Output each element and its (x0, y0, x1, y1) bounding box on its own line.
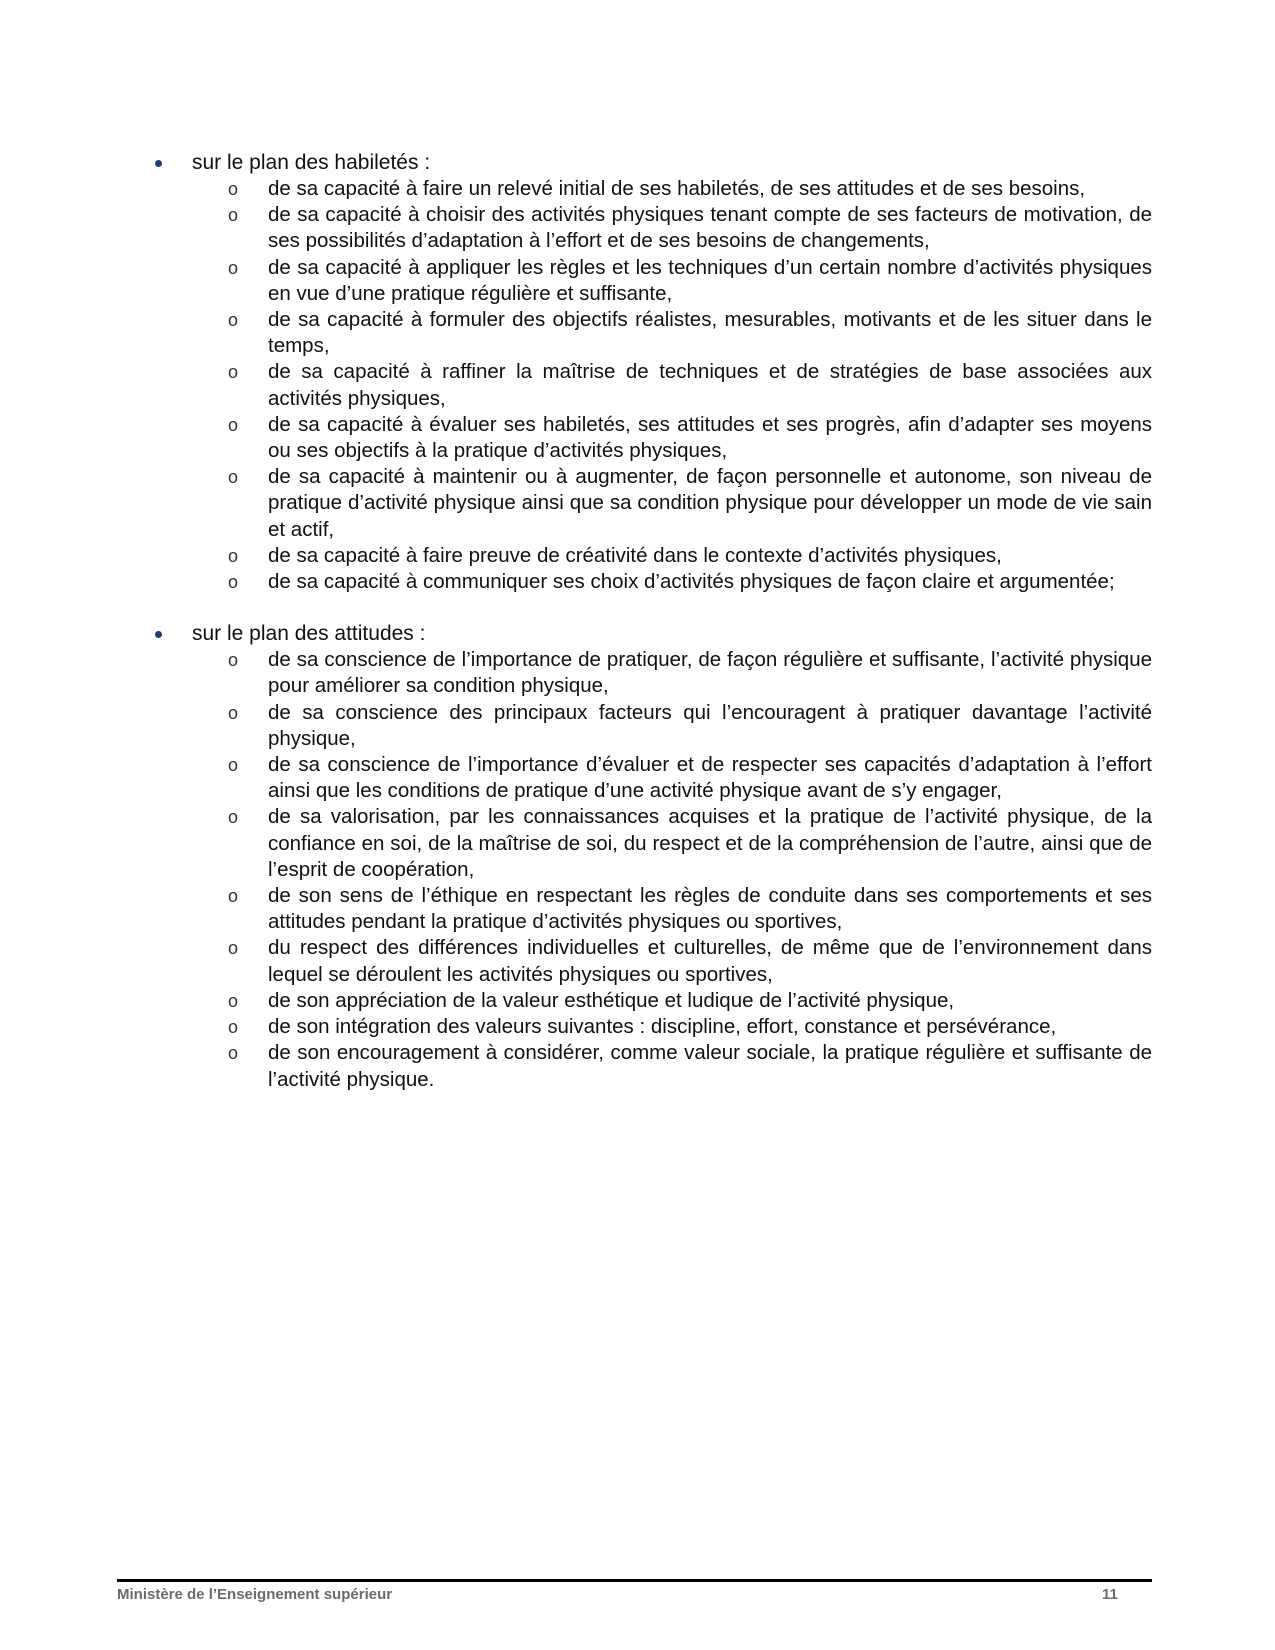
list-item (228, 307, 1152, 359)
list-item-text: de sa capacité à choisir des activités physiques tenant compte de ses facteurs de motivation, de ses possibilités d’adaptation à l’effort et de ses besoins de changements, (268, 203, 1152, 253)
list-item (228, 1040, 1152, 1092)
sub-list (152, 647, 1152, 1092)
hollow-circle-bullet-icon: o (228, 205, 239, 226)
document-body (152, 150, 1152, 1119)
list-item (228, 988, 1152, 1014)
footer-divider (117, 1579, 1152, 1582)
list-item-text: de son appréciation de la valeur esthétique et ludique de l’activité physique, (268, 988, 955, 1012)
list-item-text: de sa capacité à évaluer ses habiletés, ses attitudes et ses progrès, afin d’adapter ses moyens ou ses objectifs à la pratique d’activités physiques, (268, 412, 1152, 463)
list-item (228, 935, 1152, 987)
list-item-text: du respect des différences individuelles et culturelles, de même que de l’environnement dans lequel se déroulent les activités physiques ou sportives, (268, 936, 1152, 986)
list-item-text: de sa capacité à maintenir ou à augmenter, de façon personnelle et autonome, son niveau de pratique d’activité physique ainsi que sa condition physique pour développer un mode de vie sain et actif, (268, 465, 1152, 541)
list-item-text: de sa valorisation, par les connaissances acquises et la pratique de l’activité physique, de la confiance en soi, de la maîtrise de soi, du respect et de la compréhension de l’autre, ainsi que de l’esprit de coopération, (268, 805, 1152, 881)
hollow-circle-bullet-icon: o (228, 1017, 239, 1038)
hollow-circle-bullet-icon: o (228, 414, 239, 435)
list-item (228, 255, 1152, 307)
list-item (228, 883, 1152, 935)
section-habiletes (152, 150, 1152, 595)
bullet-dot-icon (155, 160, 162, 167)
hollow-circle-bullet-icon: o (228, 886, 239, 907)
hollow-circle-bullet-icon: o (228, 1043, 239, 1064)
hollow-circle-bullet-icon: o (228, 545, 239, 566)
section-heading-text: sur le plan des habiletés : (192, 151, 431, 174)
list-item-text: de sa conscience des principaux facteurs qui l’encouragent à pratiquer davantage l’activité physique, (268, 700, 1152, 750)
hollow-circle-bullet-icon: o (228, 572, 239, 593)
hollow-circle-bullet-icon: o (228, 650, 239, 671)
section-heading (152, 621, 1152, 647)
list-item-text: de sa conscience de l’importance d’évaluer et de respecter ses capacités d’adaptation à l’effort ainsi que les conditions de pratique d’une activité physique avant de s’y engager, (268, 753, 1152, 803)
list-item-text: de son encouragement à considérer, comme valeur sociale, la pratique régulière et suffisante de l’activité physique. (268, 1041, 1152, 1091)
list-item (228, 804, 1152, 883)
list-item (228, 464, 1152, 543)
hollow-circle-bullet-icon: o (228, 807, 239, 828)
sub-list (152, 176, 1152, 595)
hollow-circle-bullet-icon: o (228, 702, 239, 723)
section-heading-text: sur le plan des attitudes : (192, 622, 426, 646)
hollow-circle-bullet-icon: o (228, 938, 239, 959)
list-item-text: de sa conscience de l’importance de pratiquer, de façon régulière et suffisante, l’activité physique pour améliorer sa condition physique, (268, 648, 1152, 698)
hollow-circle-bullet-icon: o (228, 310, 239, 331)
list-item (228, 202, 1152, 254)
hollow-circle-bullet-icon: o (228, 362, 239, 383)
list-item (228, 647, 1152, 699)
list-item (228, 1014, 1152, 1040)
list-item-text: de sa capacité à faire preuve de créativité dans le contexte d’activités physiques, (268, 543, 1002, 567)
hollow-circle-bullet-icon: o (228, 990, 239, 1011)
list-item (228, 543, 1152, 569)
footer-organization: Ministère de l’Enseignement supérieur (117, 1586, 393, 1603)
list-item (228, 412, 1152, 464)
list-item-text: de sa capacité à communiquer ses choix d’activités physiques de façon claire et argumentée; (268, 570, 1115, 594)
page-number: 11 (1102, 1586, 1118, 1603)
bullet-dot-icon (155, 631, 162, 638)
section-attitudes (152, 621, 1152, 1092)
list-item-text: de son intégration des valeurs suivantes : discipline, effort, constance et persévérance, (268, 1015, 1057, 1039)
list-item (228, 359, 1152, 411)
hollow-circle-bullet-icon: o (228, 467, 239, 488)
list-item (228, 700, 1152, 752)
hollow-circle-bullet-icon: o (228, 257, 239, 278)
list-item-text: de sa capacité à faire un relevé initial de ses habiletés, de ses attitudes et de ses besoins, (268, 177, 1086, 200)
list-item-text: de son sens de l’éthique en respectant les règles de conduite dans ses comportements et ses attitudes pendant la pratique d’activités physiques ou sportives, (268, 884, 1152, 934)
list-item (228, 569, 1152, 595)
hollow-circle-bullet-icon: o (228, 755, 239, 776)
hollow-circle-bullet-icon: o (228, 179, 239, 199)
list-item-text: de sa capacité à formuler des objectifs réalistes, mesurables, motivants et de les situer dans le temps, (268, 308, 1152, 358)
list-item (228, 176, 1152, 202)
list-item-text: de sa capacité à appliquer les règles et les techniques d’un certain nombre d’activités physiques en vue d’une pratique régulière et suffisante, (268, 255, 1152, 305)
list-item-text: de sa capacité à raffiner la maîtrise de techniques et de stratégies de base associées aux activités physiques, (268, 360, 1152, 410)
list-item (228, 752, 1152, 804)
section-heading (152, 150, 1152, 176)
